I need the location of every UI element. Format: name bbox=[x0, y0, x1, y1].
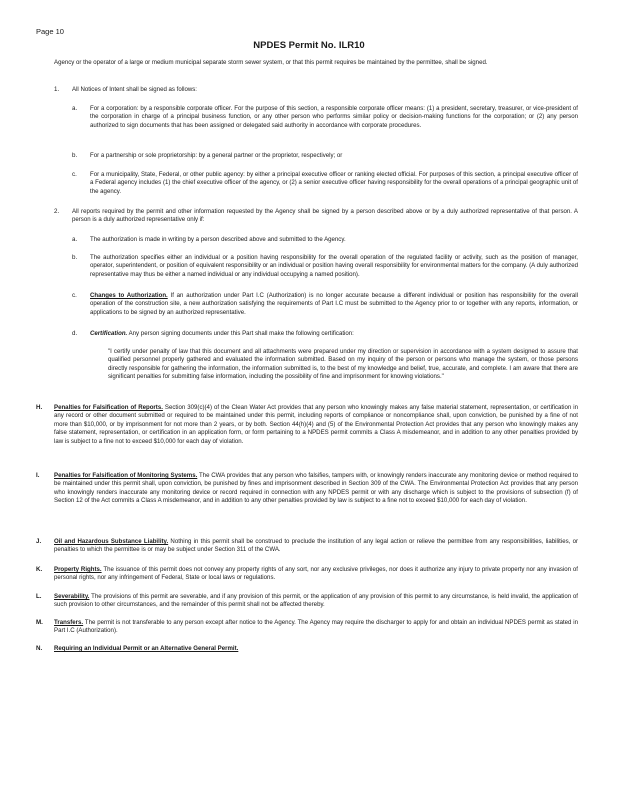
section-n-text bbox=[54, 645, 578, 653]
section-h-heading: Penalties for Falsification of Reports. bbox=[54, 404, 163, 411]
item-1a-letter: a. bbox=[72, 105, 78, 112]
item-1a-text: For a corporation: by a responsible corporate officer. For the purpose of this section, a responsible corporate officer means: (1) a president, secretary, treasurer, or vice-president of the corporation in charge of a principal business function, or any other person who performs similar policy or decision-making functions for the corporation; or (2) any person authorized to sign documents that has been assigned or delegated said authority in accordance with corporate procedures. bbox=[90, 105, 578, 129]
section-i-body: The CWA provides that any person who falsifies, tampers with, or knowingly renders inaccurate any monitoring device or method required to be maintained under this permit shall, upon conviction, be punished by fines and imprisonment described in Section 309 of the CWA. The Environmental Protection Act provides that any person who knowingly renders inaccurate any monitoring device or record required in connection with any NPDES permit or with any discharge which is subject to the provisions of subsection (f) of Section 12 of the Act commits a Class A misdemeanor, and in addition to any other penalties provided by law is subject to a fine not to exceed $10,000 for each day of violation. bbox=[54, 472, 579, 505]
item-1b-text: For a partnership or sole proprietorship: by a general partner or the proprietor, respectively; or bbox=[90, 152, 343, 159]
section-h-body: Section 309(c)(4) of the Clean Water Act provides that any person who knowingly makes any false material statement, representation, or certification in any record or other document submitted or required to be maintained under this permit, including reports of compliance or noncompliance shall, upon conviction, be punished by a fine of not more than $10,000, or by imprisonment for not more than 2 years, or by both. Section 44(h)(4) and (5) of the Environmental Protection Act provides that any person who knowingly makes any false statement, representation, or certification in an application form, or form pertaining to a NPDES permit commits a Class A misdemeanor, and in addition to any other penalties provided by law is subject to a fine not to exceed $10,000 for each day of violation. bbox=[54, 404, 578, 445]
item-2c-heading: Changes to Authorization. bbox=[90, 292, 168, 299]
page-number: Page 10 bbox=[36, 27, 64, 36]
item-2-number: 2. bbox=[54, 208, 60, 215]
section-j-letter: J. bbox=[36, 538, 42, 545]
item-2d-text bbox=[90, 330, 578, 338]
intro-paragraph: Agency or the operator of a large or medium municipal separate storm sewer system, or that this permit requires be maintained by the permittee, shall be signed. bbox=[54, 59, 488, 66]
section-i-heading: Penalties for Falsification of Monitoring Systems. bbox=[54, 472, 198, 479]
section-h-letter: H. bbox=[36, 404, 43, 411]
section-i-letter: I. bbox=[36, 472, 40, 479]
section-j-body: Nothing in this permit shall be construed to preclude the institution of any legal action or relieve the permittee from any responsibilities, liabilities, or penalties to which the permittee is or may be subject under Section 311 of the CWA. bbox=[54, 538, 578, 554]
section-h-text bbox=[54, 404, 578, 446]
section-m-text bbox=[54, 619, 578, 636]
section-k-body: The issuance of this permit does not convey any property rights of any sort, nor any exclusive privileges, nor does it authorize any injury to private property nor any invasion of personal rights, nor any infringement of Federal, State or local laws or regulations. bbox=[54, 566, 578, 582]
section-l-letter: L. bbox=[36, 593, 42, 600]
item-2-text: All reports required by the permit and other information requested by the Agency shall be signed by a person described above or by a duly authorized representative of that person. A person is a duly authorized representative only if: bbox=[72, 208, 578, 224]
item-2d-body: Any person signing documents under this Part shall make the following certification: bbox=[127, 330, 354, 337]
section-i-text bbox=[54, 472, 578, 506]
section-n-heading: Requiring an Individual Permit or an Alternative General Permit. bbox=[54, 645, 239, 652]
item-2d-heading: Certification. bbox=[90, 330, 128, 337]
item-2a-text: The authorization is made in writing by a person described above and submitted to the Agency. bbox=[90, 236, 346, 243]
section-k-heading: Property Rights. bbox=[54, 566, 102, 573]
item-1c-text: For a municipality, State, Federal, or other public agency: by either a principal executive officer or ranking elected official. For purposes of this section, a principal executive officer of a Federal agency includes (1) the chief executive officer of the agency, or (2) a senior executive officer having responsibility for the overall operations of a principal geographic unit of the agency. bbox=[90, 171, 578, 195]
section-l-heading: Severability. bbox=[54, 593, 90, 600]
section-l-body: The provisions of this permit are severable, and if any provision of this permit, or the application of any provision of this permit to any circumstance, is held invalid, the application of such provision to other circumstances, and the remainder of this permit shall not be affected thereby. bbox=[54, 593, 578, 609]
item-2b-text: The authorization specifies either an individual or a position having responsibility for the overall operation of the regulated facility or activity, such as the position of manager, operator, superintendent, or position of equivalent responsibility or an individual or position having overall responsibility for environmental matters for the company. (A duly authorized representative may thus be either a named individual or any individual occupying a named position). bbox=[90, 254, 578, 278]
item-2b-letter: b. bbox=[72, 254, 78, 261]
item-2c-text bbox=[90, 292, 578, 317]
section-n-letter: N. bbox=[36, 645, 43, 652]
section-k-text bbox=[54, 566, 578, 583]
section-m-letter: M. bbox=[36, 619, 43, 626]
item-2a-letter: a. bbox=[72, 236, 78, 243]
item-2d-letter: d. bbox=[72, 330, 78, 337]
document-title: NPDES Permit No. ILR10 bbox=[253, 40, 365, 51]
section-m-body: The permit is not transferable to any person except after notice to the Agency. The Agency may require the discharger to apply for and obtain an individual NPDES permit as stated in Part I.C (Authorization). bbox=[54, 619, 578, 635]
section-j-heading: Oil and Hazardous Substance Liability. bbox=[54, 538, 169, 545]
item-2c-body: If an authorization under Part I.C (Authorization) is no longer accurate because a different individual or position has responsibility for the overall operation of the construction site, a new authorization satisfying the requirements of Part I.C must be submitted to the Agency prior to or together with any reports, information, or applications to be signed by an authorized representative. bbox=[90, 292, 579, 316]
item-1b-letter: b. bbox=[72, 152, 78, 159]
item-1c-letter: c. bbox=[72, 171, 77, 178]
section-k-letter: K. bbox=[36, 566, 43, 573]
section-m-heading: Transfers. bbox=[54, 619, 84, 626]
item-2c-letter: c. bbox=[72, 292, 77, 299]
item-1-number: 1. bbox=[54, 86, 60, 93]
section-j-text bbox=[54, 538, 578, 555]
item-1-text: All Notices of Intent shall be signed as follows: bbox=[72, 86, 197, 93]
section-l-text bbox=[54, 593, 578, 610]
certification-quote: "I certify under penalty of law that this document and all attachments were prepared under my direction or supervision in accordance with a system designed to assure that qualified personnel properly gathered and evaluated the information submitted. Based on my inquiry of the person or persons who manage the system, or those persons directly responsible for gathering the information, the information submitted is, to the best of my knowledge and belief, true, accurate, and complete. I am aware that there are significant penalties for submitting false information, including the possibility of fine and imprisonment for knowing violations." bbox=[108, 348, 578, 381]
